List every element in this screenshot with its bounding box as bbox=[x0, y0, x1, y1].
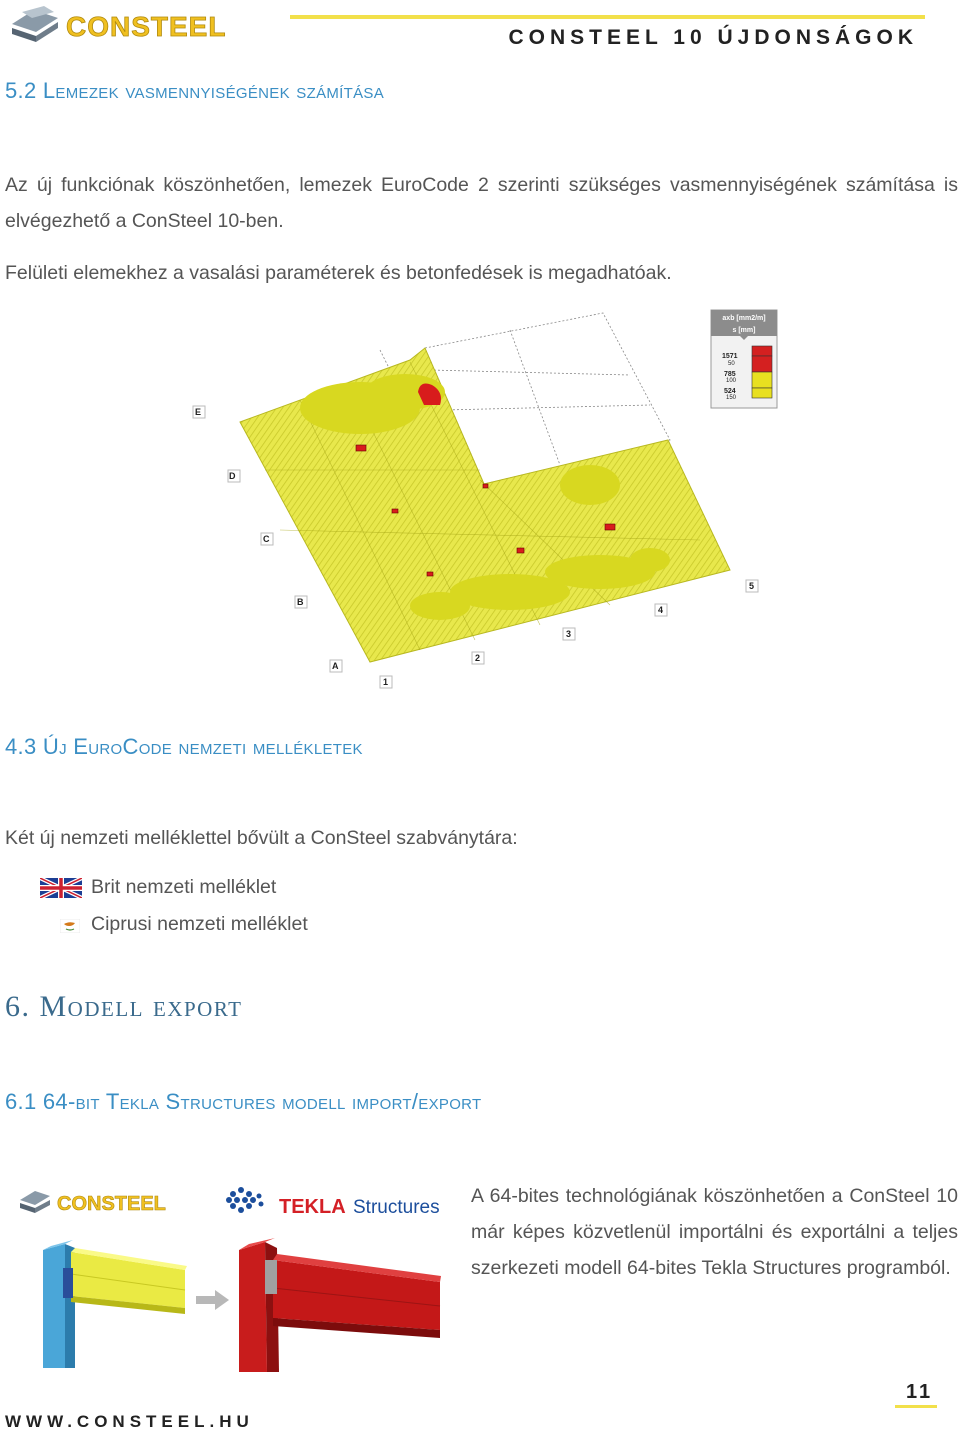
tekla-logo-icon bbox=[226, 1187, 440, 1218]
axis-label-1: 1 bbox=[383, 677, 389, 687]
header-rule bbox=[290, 15, 925, 19]
paragraph-5-2-b: Felületi elemekhez a vasalási paraméterek és betonfedések is megadhatóak. bbox=[5, 262, 672, 284]
logo-tekla-sub: Structures bbox=[353, 1197, 440, 1218]
paragraph-5-2-a: Az új funkciónak köszönhetően, lemezek EuroCode 2 szerinti szükséges vasmennyiségének számítása is elvégezhető a ConSteel 10-ben. bbox=[5, 174, 958, 232]
list-item-label: Ciprusi nemzeti melléklet bbox=[91, 913, 308, 935]
paragraph-6-1: A 64-bites technológiának köszönhetően a ConSteel 10 már képes közvetlenül importálni és exportálni a teljes szerkezeti modell 64-bites Tekla Structures programból. bbox=[471, 1185, 958, 1279]
legend-header-1: axb [mm2/m] bbox=[722, 315, 766, 322]
logo-text: CONSTEEL bbox=[66, 11, 227, 42]
footer-rule bbox=[895, 1405, 937, 1408]
section-heading-6-1: 6.1 64-bit Tekla Structures modell import/export bbox=[5, 1089, 482, 1114]
section-heading-5-2: 5.2 Lemezek vasmennyiségének számítása bbox=[5, 78, 385, 103]
page-number: 11 bbox=[906, 1381, 934, 1403]
axis-label-3: 3 bbox=[566, 629, 572, 639]
cyprus-flag-icon bbox=[60, 919, 80, 933]
legend-value-1: 1571 bbox=[722, 353, 738, 360]
axis-label-a: A bbox=[332, 661, 339, 671]
consteel-logo-icon bbox=[8, 4, 288, 44]
reinforcement-legend bbox=[711, 310, 777, 408]
legend-spacing-2: 100 bbox=[726, 378, 737, 384]
paragraph-4-3: Két új nemzeti melléklettel bővült a ConSteel szabványtára: bbox=[5, 827, 518, 849]
list-item bbox=[40, 876, 277, 898]
axis-label-b: B bbox=[297, 597, 304, 607]
axis-label-e: E bbox=[195, 407, 202, 417]
legend-spacing-1: 50 bbox=[728, 361, 735, 367]
plate-reinforcement-figure bbox=[180, 305, 790, 700]
consteel-logo-icon bbox=[20, 1191, 166, 1215]
legend-header-2: s [mm] bbox=[732, 327, 756, 334]
list-item bbox=[60, 913, 308, 935]
logo-consteel-text: CONSTEEL bbox=[57, 1193, 166, 1215]
axis-label-2: 2 bbox=[475, 653, 481, 663]
legend-spacing-3: 150 bbox=[726, 395, 737, 401]
list-item-label: Brit nemzeti melléklet bbox=[91, 876, 277, 898]
uk-flag-icon bbox=[40, 878, 82, 898]
consteel-beam-model bbox=[43, 1240, 187, 1368]
header-title: CONSTEEL 10 ÚJDONSÁGOK bbox=[508, 26, 918, 49]
section-heading-6: 6. Modell export bbox=[5, 990, 243, 1023]
legend-value-2: 785 bbox=[724, 371, 736, 378]
model-export-illustration bbox=[15, 1180, 455, 1375]
tekla-beam-model bbox=[239, 1238, 441, 1372]
legend-value-3: 524 bbox=[724, 388, 736, 395]
axis-label-d: D bbox=[229, 471, 236, 481]
axis-label-c: C bbox=[263, 534, 270, 544]
export-arrow-icon bbox=[196, 1290, 229, 1310]
header-logo bbox=[8, 4, 288, 44]
axis-label-5: 5 bbox=[749, 581, 755, 591]
axis-label-4: 4 bbox=[658, 605, 664, 615]
logo-tekla-word: TEKLA bbox=[279, 1196, 346, 1218]
section-heading-4-3: 4.3 Új EuroCode nemzeti mellékletek bbox=[5, 734, 363, 759]
footer-url: WWW.CONSTEEL.HU bbox=[5, 1412, 254, 1431]
